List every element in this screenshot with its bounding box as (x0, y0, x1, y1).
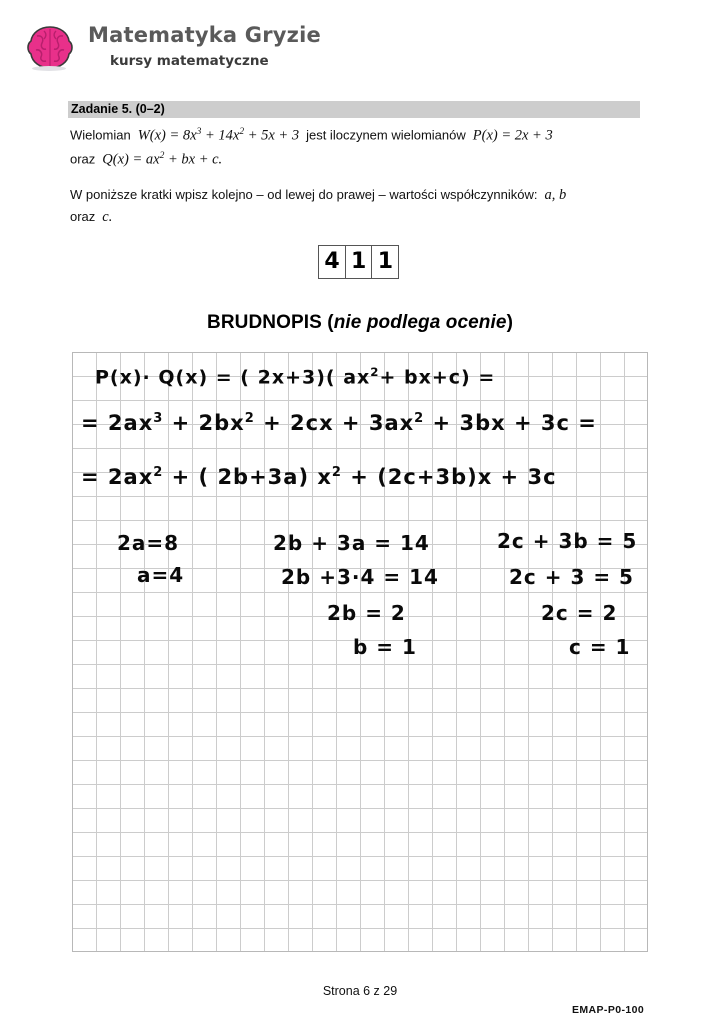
brudnopis-label-end: ) (506, 312, 513, 333)
footer-page-label: Strona 6 z 29 (322, 984, 398, 998)
answer-value-2: 1 (351, 249, 367, 274)
task-p1-w: W(x) = 8x (137, 127, 197, 144)
brudnopis-title (0, 312, 720, 334)
handwriting-col-c-4: c = 1 (569, 635, 631, 659)
handwriting-col-a-1: 2a=8 (117, 531, 180, 555)
handwriting-line-2: = $2ax^3 + 2bx^2 + 2cx + 3ax^2 + 3bx + 3c$ = (81, 411, 597, 435)
brand-subtitle: kursy matematyczne (110, 53, 269, 70)
logo-shadow (32, 66, 66, 71)
handwriting-line-3: = $2ax^2$ + ( 2b+3a) $x^2 + (2c+3b)x + 3c$ (81, 465, 557, 489)
task-p1-q-exp: 2 (159, 151, 165, 162)
task-p1-oraz: oraz (70, 151, 96, 167)
task-p1-w-exp1: 3 (196, 127, 202, 137)
page-header (0, 0, 720, 88)
task-p2-text: W poniższe kratki wpisz kolejno – od lewej do prawej – wartości współczynników: (70, 186, 538, 202)
handwriting-col-b-3: 2b = 2 (327, 601, 406, 625)
brand-title: Matematyka Gryzie (88, 23, 321, 47)
handwriting-col-c-2: 2c + 3 = 5 (509, 565, 634, 589)
task-body (70, 122, 648, 228)
answer-box-1[interactable] (318, 245, 346, 279)
handwriting-col-a-2: a=4 (137, 563, 185, 587)
task-p1-q-end: + bx + c. (164, 151, 223, 168)
handwriting-col-c-3: 2c = 2 (541, 601, 618, 625)
handwriting-col-b-2: 2b +3·4 = 14 (281, 565, 439, 589)
brand-block (88, 24, 321, 69)
task-paragraph-1 (70, 122, 648, 171)
task-p1-mid: jest iloczynem wielomianów (306, 127, 466, 143)
handwriting-col-c-1: 2c + 3b = 5 (497, 529, 638, 553)
answer-value-3: 1 (377, 249, 394, 274)
task-heading: Zadanie 5. (0–2) (68, 101, 640, 118)
task-p2-var-c: c. (102, 208, 113, 225)
handwriting-col-b-4: b = 1 (353, 635, 417, 659)
scratch-grid-sheet (72, 352, 648, 952)
answer-box-3[interactable] (371, 245, 399, 279)
task-p1-pre: Wielomian (70, 127, 131, 143)
answer-boxes (318, 245, 399, 279)
task-p1-w-end: + 5x + 3 (244, 127, 300, 144)
answer-value-1: 4 (324, 249, 340, 274)
logo-wrap (24, 22, 76, 74)
task-p2-vars: a, b (544, 186, 567, 203)
task-p1-w-exp2: 2 (239, 127, 245, 137)
task-p1-q: Q(x) = ax (102, 151, 160, 168)
answer-box-2[interactable] (345, 245, 373, 279)
footer-document-code: EMAP-P0-100 (572, 1004, 645, 1016)
task-p1-p: P(x) = 2x + 3 (472, 127, 553, 144)
task-paragraph-2 (70, 184, 648, 228)
handwriting-col-b-1: 2b + 3a = 14 (273, 531, 430, 555)
task-p2-oraz: oraz (70, 208, 96, 224)
handwriting-line-1: P(x)· Q(x) = ( 2x+3)( $ax^2+ bx+c$) = (95, 365, 496, 389)
task-p1-w-mid: + 14x (201, 127, 240, 144)
brudnopis-label: BRUDNOPIS ( (207, 312, 334, 333)
brudnopis-italic: nie podlega ocenie (333, 312, 507, 333)
